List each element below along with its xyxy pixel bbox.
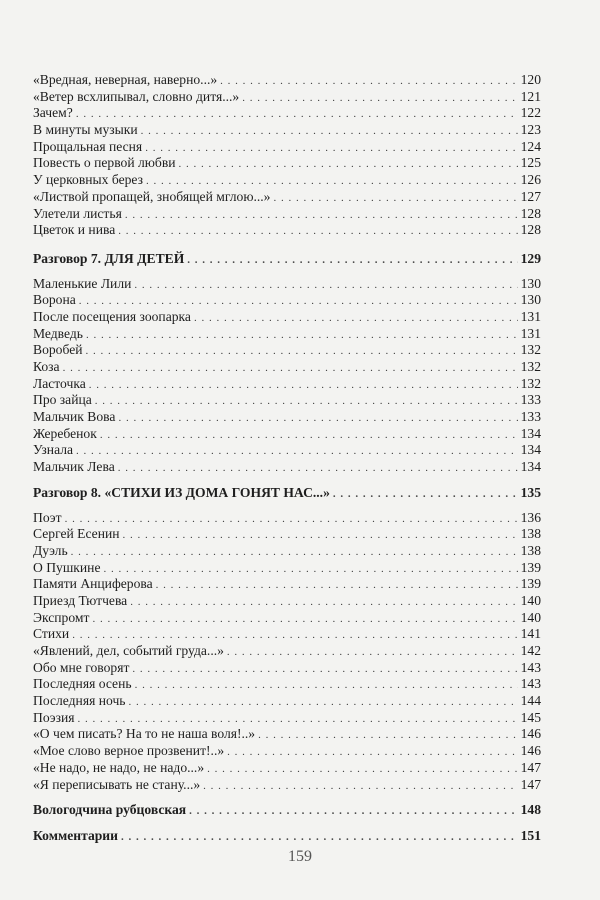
toc-section-row [33, 485, 541, 502]
toc-entry-title: Жеребенок [33, 425, 97, 441]
dot-leader [121, 829, 518, 846]
toc-entry-title: Мальчик Лева [33, 459, 115, 475]
toc-page-number: 131 [520, 325, 541, 341]
toc-entry-row [33, 526, 541, 543]
toc-page-number: 148 [520, 802, 541, 818]
dot-leader [63, 360, 518, 377]
dot-leader [132, 661, 517, 678]
toc-page-number: 120 [520, 72, 541, 87]
toc-page-number: 138 [520, 526, 541, 542]
toc-page-number: 127 [520, 188, 541, 204]
toc-entry-title: Обо мне говорят [33, 659, 130, 675]
dot-leader [187, 252, 517, 269]
toc-entry-row [33, 376, 541, 393]
toc-entry-row [33, 610, 541, 627]
toc-entry-title: Приезд Тютчева [33, 592, 128, 608]
dot-leader [258, 727, 518, 744]
toc-entry-row [33, 626, 541, 643]
toc-entry-row [33, 442, 541, 459]
toc-page-number: 134 [520, 425, 541, 441]
dot-leader [86, 343, 518, 360]
toc-entry-row [33, 510, 541, 527]
toc-page-number: 143 [520, 659, 541, 675]
dot-leader [95, 393, 518, 410]
toc-entry-title: «Листвой пропащей, знобящей мглою...» [33, 188, 271, 204]
toc-entry-row [33, 342, 541, 359]
toc-entry-title: «Ветер всхлипывал, словно дитя...» [33, 88, 240, 104]
toc-entry-title: Коза [33, 359, 60, 374]
dot-leader [118, 410, 517, 427]
toc-entry-row [33, 309, 541, 326]
toc-entry-row [33, 206, 541, 223]
toc-entry-title: Последняя осень [33, 676, 132, 692]
toc-entry-row [33, 777, 541, 794]
toc-entry-title: Ласточка [33, 375, 86, 391]
dot-leader [189, 803, 517, 820]
toc-page-number: 123 [520, 122, 541, 138]
toc-page-number: 125 [520, 155, 541, 171]
toc-entry-title: Повесть о первой любви [33, 155, 176, 171]
dot-leader [118, 223, 517, 240]
toc-page-number: 130 [520, 275, 541, 291]
toc-page-number: 143 [520, 676, 541, 692]
dot-leader [76, 106, 518, 123]
toc-section-title: Разговор 7. ДЛЯ ДЕТЕЙ [33, 250, 185, 266]
toc-section-row [33, 802, 541, 819]
toc-entry-row [33, 543, 541, 560]
toc-entry-title: Прощальная песня [33, 138, 143, 154]
toc-entry-title: Маленькие Лили [33, 275, 132, 291]
dot-leader [78, 711, 518, 728]
toc-page-number: 140 [520, 609, 541, 625]
dot-leader [135, 677, 518, 694]
dot-leader [103, 561, 517, 578]
toc-entry-row [33, 643, 541, 660]
toc-page-number: 131 [520, 308, 541, 324]
toc-page-number: 140 [520, 592, 541, 608]
toc-entry-title: «Явлений, дел, событий груда...» [33, 643, 224, 658]
dot-leader [194, 310, 518, 327]
toc-entry-row [33, 676, 541, 693]
toc-page-number: 132 [520, 359, 541, 374]
toc-entry-title: Дуэль [33, 542, 68, 558]
dot-leader [128, 694, 517, 711]
toc-entry-row [33, 593, 541, 610]
dot-leader [203, 778, 517, 795]
toc-page-number: 138 [520, 542, 541, 558]
toc-entry-row [33, 660, 541, 677]
toc-entry-row [33, 359, 541, 376]
dot-leader [89, 377, 518, 394]
toc-entry-row [33, 292, 541, 309]
toc-entry-title: После посещения зоопарка [33, 308, 191, 324]
toc-entry-title: Зачем? [33, 105, 73, 121]
toc-entry-row [33, 172, 541, 189]
toc-entry-row [33, 760, 541, 777]
toc-page-number: 132 [520, 342, 541, 358]
dot-leader [118, 460, 518, 477]
toc-entry-row [33, 155, 541, 172]
toc-entry-title: Про зайца [33, 392, 92, 408]
toc-entry-title: «О чем писать? На то не наша воля!..» [33, 726, 256, 742]
toc-page-number: 135 [520, 484, 541, 500]
toc-entry-row [33, 710, 541, 727]
toc-entry-title: Последняя ночь [33, 693, 126, 709]
toc-page-number: 132 [520, 375, 541, 391]
toc-page-number: 144 [520, 693, 541, 709]
toc-page-number: 129 [520, 250, 541, 266]
toc-page-number: 142 [520, 643, 541, 658]
dot-leader [65, 511, 518, 528]
toc-entry-row [33, 89, 541, 106]
dot-leader [179, 156, 518, 173]
dot-leader [86, 327, 518, 344]
toc-entry-row [33, 576, 541, 593]
toc-section-title: Комментарии [33, 827, 118, 843]
dot-leader [100, 427, 518, 444]
toc-entry-title: «Я переписывать не стану...» [33, 776, 201, 792]
toc-entry-row [33, 426, 541, 443]
dot-leader [220, 73, 517, 90]
toc-entry-row [33, 560, 541, 577]
toc-entry-row [33, 122, 541, 139]
toc-section-title: Разговор 8. «СТИХИ ИЗ ДОМА ГОНЯТ НАС...» [33, 484, 330, 500]
toc-page-number: 147 [520, 776, 541, 792]
toc-page-number: 133 [520, 409, 541, 425]
toc-page-number: 134 [520, 442, 541, 458]
toc-entry-row [33, 105, 541, 122]
toc-entry-title: «Мое слово верное прозвенит!..» [33, 743, 225, 759]
toc-page-number: 122 [520, 105, 541, 121]
dot-leader [130, 594, 517, 611]
toc-entry-title: У церковных берез [33, 172, 143, 188]
dot-leader [72, 627, 517, 644]
toc-entry-title: «Не надо, не надо, не надо...» [33, 759, 205, 775]
toc-entry-title: Улетели листья [33, 205, 122, 221]
toc-entry-row [33, 392, 541, 409]
toc-entry-title: Цветок и нива [33, 222, 116, 238]
toc-entry-title: Мальчик Вова [33, 409, 116, 425]
dot-leader [79, 293, 518, 310]
dot-leader [92, 611, 517, 628]
toc-entry-title: Памяти Анциферова [33, 576, 153, 592]
dot-leader [141, 123, 518, 140]
toc-entry-row [33, 726, 541, 743]
toc-page-number: 121 [520, 88, 541, 104]
toc-entry-title: Медведь [33, 325, 83, 341]
toc-entry-row [33, 693, 541, 710]
toc-entry-title: Узнала [33, 442, 74, 458]
toc-page-number: 126 [520, 172, 541, 188]
toc-entry-title: Поэзия [33, 709, 75, 725]
toc-entry-title: Сергей Есенин [33, 526, 120, 542]
toc-entry-title: Стихи [33, 626, 70, 642]
toc-entry-row [33, 189, 541, 206]
toc-page-number: 130 [520, 292, 541, 308]
table-of-contents [33, 72, 541, 853]
dot-leader [146, 173, 518, 190]
toc-page-number: 136 [520, 509, 541, 525]
dot-leader [273, 190, 517, 207]
dot-leader [242, 90, 517, 107]
dot-leader [227, 644, 518, 661]
toc-section-title: Вологодчина рубцовская [33, 802, 187, 818]
toc-page-number: 146 [520, 743, 541, 759]
toc-entry-title: Ворона [33, 292, 76, 308]
toc-entry-title: Поэт [33, 509, 62, 525]
toc-entry-title: Экспромт [33, 609, 90, 625]
toc-page-number: 139 [520, 559, 541, 575]
toc-entry-title: О Пушкине [33, 559, 101, 575]
dot-leader [71, 544, 518, 561]
dot-leader [134, 277, 517, 294]
toc-entry-row [33, 743, 541, 760]
toc-entry-row [33, 326, 541, 343]
toc-entry-row [33, 409, 541, 426]
toc-entry-title: В минуты музыки [33, 122, 138, 138]
toc-page-number: 141 [520, 626, 541, 642]
page-number: 159 [288, 848, 312, 865]
toc-entry-title: «Вредная, неверная, наверно...» [33, 72, 218, 87]
toc-page-number: 124 [520, 138, 541, 154]
toc-section-row [33, 828, 541, 845]
dot-leader [76, 443, 518, 460]
toc-entry-row [33, 222, 541, 239]
toc-page-number: 146 [520, 726, 541, 742]
toc-page-number: 151 [520, 827, 541, 843]
toc-page-number: 128 [520, 205, 541, 221]
toc-section-row [33, 251, 541, 268]
dot-leader [227, 744, 517, 761]
toc-entry-row [33, 459, 541, 476]
toc-page-number: 133 [520, 392, 541, 408]
toc-page-number: 134 [520, 459, 541, 475]
toc-entry-row [33, 139, 541, 156]
dot-leader [156, 577, 518, 594]
dot-leader [333, 486, 518, 503]
toc-page-number: 139 [520, 576, 541, 592]
toc-page-number: 145 [520, 709, 541, 725]
toc-entry-row [33, 72, 541, 89]
toc-entry-row [33, 276, 541, 293]
toc-entry-title: Воробей [33, 342, 83, 358]
dot-leader [123, 527, 518, 544]
dot-leader [207, 761, 517, 778]
toc-page-number: 147 [520, 759, 541, 775]
dot-leader [145, 140, 517, 157]
dot-leader [125, 207, 518, 224]
toc-page-number: 128 [520, 222, 541, 238]
